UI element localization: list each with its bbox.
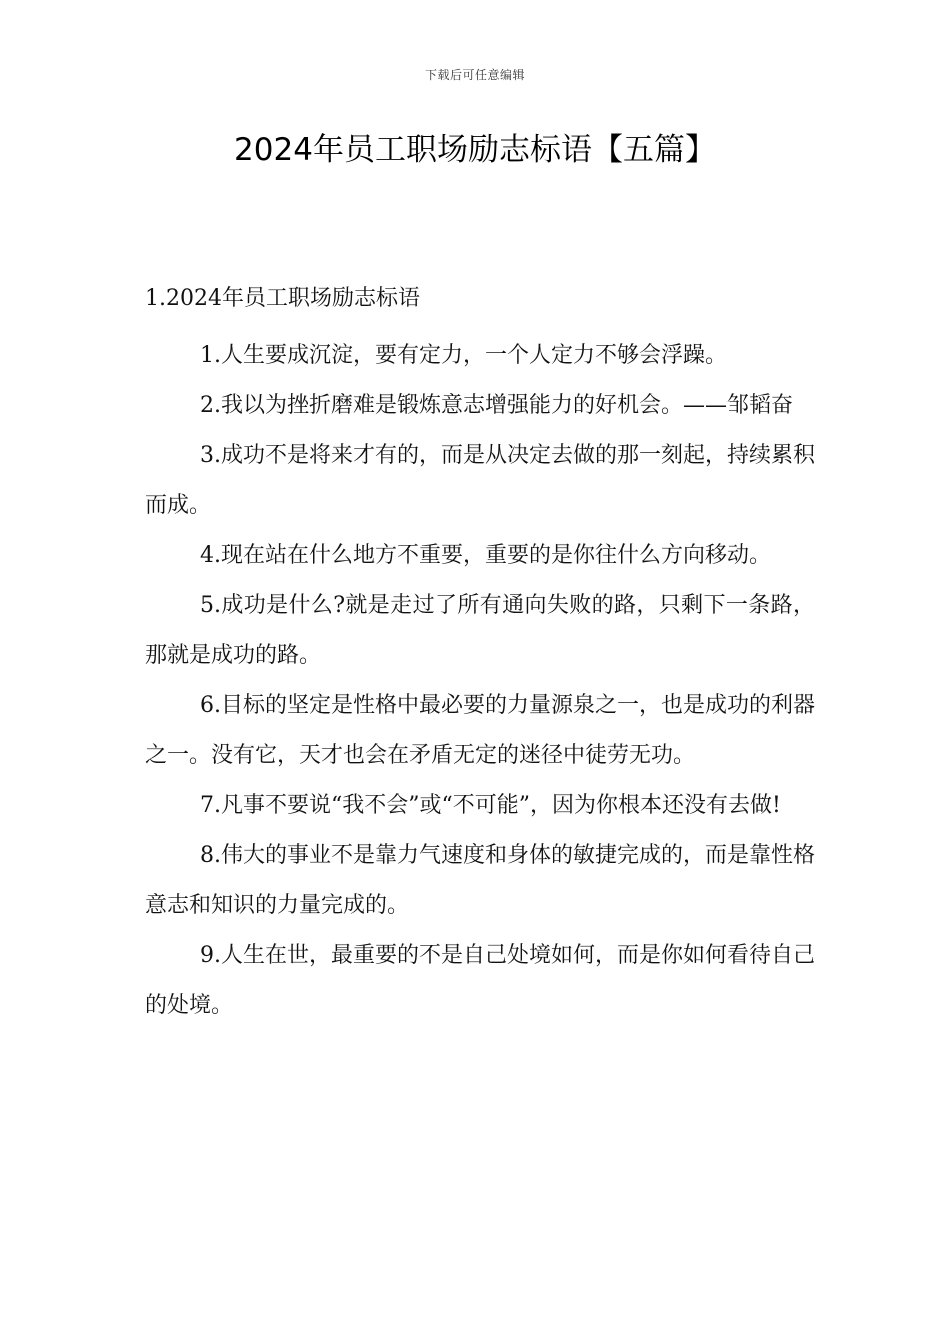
slogan-paragraph-7: 7.凡事不要说“我不会”或“不可能”，因为你根本还没有去做!	[200, 793, 781, 818]
slogan-paragraph-5: 5.成功是什么?就是走过了所有通向失败的路，只剩下一条路，那就是成功的路。	[145, 593, 815, 668]
slogan-paragraph-8: 8.伟大的事业不是靠力气速度和身体的敏捷完成的，而是靠性格意志和知识的力量完成的。	[145, 843, 815, 918]
slogan-paragraph-6: 6.目标的坚定是性格中最必要的力量源泉之一，也是成功的利器之一。没有它，天才也会在矛盾无定的迷径中徒劳无功。	[145, 693, 815, 768]
slogan-paragraph-4: 4.现在站在什么地方不重要，重要的是你往什么方向移动。	[200, 543, 771, 568]
section-heading: 1.2024年员工职场励志标语	[145, 286, 420, 311]
slogan-paragraph-3: 3.成功不是将来才有的，而是从决定去做的那一刻起，持续累积而成。	[145, 443, 815, 518]
slogan-paragraph-2: 2.我以为挫折磨难是锻炼意志增强能力的好机会。——邹韬奋	[200, 393, 793, 418]
slogan-paragraph-1: 1.人生要成沉淀，要有定力，一个人定力不够会浮躁。	[200, 343, 727, 368]
document-title: 2024年员工职场励志标语【五篇】	[234, 132, 716, 168]
slogan-paragraph-9: 9.人生在世，最重要的不是自己处境如何，而是你如何看待自己的处境。	[145, 943, 815, 1018]
document-body	[145, 280, 815, 1031]
header-note: 下载后可任意编辑	[424, 68, 525, 82]
